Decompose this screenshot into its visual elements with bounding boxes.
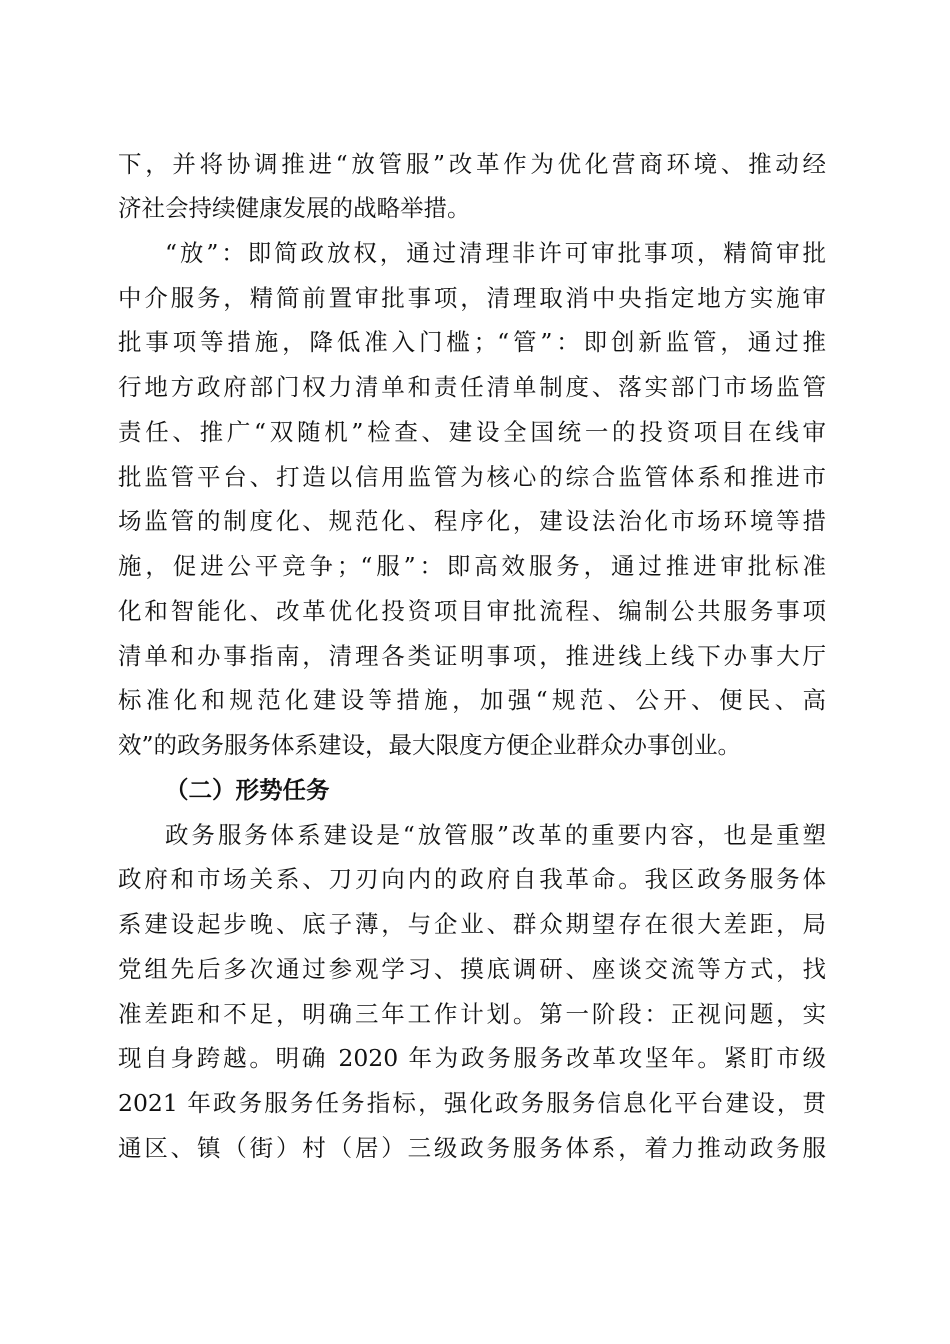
paragraph3-line-3: 系建设起步晚、底子薄，与企业、群众期望存在很大差距，局: [118, 910, 826, 938]
paragraph2-line-4: 行地方政府部门权力清单和责任清单制度、落实部门市场监管: [118, 373, 826, 401]
paragraph2-line-6: 批监管平台、打造以信用监管为核心的综合监管体系和推进市: [118, 463, 826, 491]
paragraph2-line-11: 标准化和规范化建设等措施，加强“规范、公开、便民、高: [118, 686, 826, 714]
paragraph3-line-6: 现自身跨越。明确 2020 年为政务服务改革攻坚年。紧盯市级: [118, 1044, 826, 1072]
paragraph1-line-2: 济社会持续健康发展的战略举措。: [118, 194, 471, 222]
paragraph2-line-1: “放”：即简政放权，通过清理非许可审批事项，精简审批: [165, 239, 826, 267]
paragraph3-line-2: 政府和市场关系、刀刃向内的政府自我革命。我区政务服务体: [118, 865, 826, 893]
paragraph2-line-12: 效”的政务服务体系建设，最大限度方便企业群众办事创业。: [118, 731, 742, 759]
paragraph2-line-8: 施，促进公平竞争；“服”：即高效服务，通过推进审批标准: [118, 552, 826, 580]
paragraph2-line-5: 责任、推广“双随机”检查、建设全国统一的投资项目在线审: [118, 418, 826, 446]
paragraph3-line-8: 通区、镇（街）村（居）三级政务服务体系，着力推动政务服: [118, 1134, 826, 1162]
paragraph2-line-9: 化和智能化、改革优化投资项目审批流程、编制公共服务事项: [118, 597, 826, 625]
paragraph2-line-7: 场监管的制度化、规范化、程序化，建设法治化市场环境等措: [118, 507, 826, 535]
paragraph3-line-1: 政务服务体系建设是“放管服”改革的重要内容，也是重塑: [165, 821, 826, 849]
paragraph2-line-10: 清单和办事指南，清理各类证明事项，推进线上线下办事大厅: [118, 642, 826, 670]
paragraph3-line-7: 2021 年政务服务任务指标，强化政务服务信息化平台建设，贯: [118, 1089, 826, 1117]
paragraph2-line-3: 批事项等措施，降低准入门槛；“管”：即创新监管，通过推: [118, 328, 826, 356]
paragraph1-line-1: 下，并将协调推进“放管服”改革作为优化营商环境、推动经: [118, 150, 826, 178]
paragraph3-line-5: 准差距和不足，明确三年工作计划。第一阶段：正视问题，实: [118, 1000, 826, 1028]
paragraph3-line-4: 党组先后多次通过参观学习、摸底调研、座谈交流等方式，找: [118, 955, 826, 983]
paragraph2-line-2: 中介服务，精简前置审批事项，清理取消中央指定地方实施审: [118, 284, 826, 312]
section-heading: （二）形势任务: [165, 776, 330, 804]
